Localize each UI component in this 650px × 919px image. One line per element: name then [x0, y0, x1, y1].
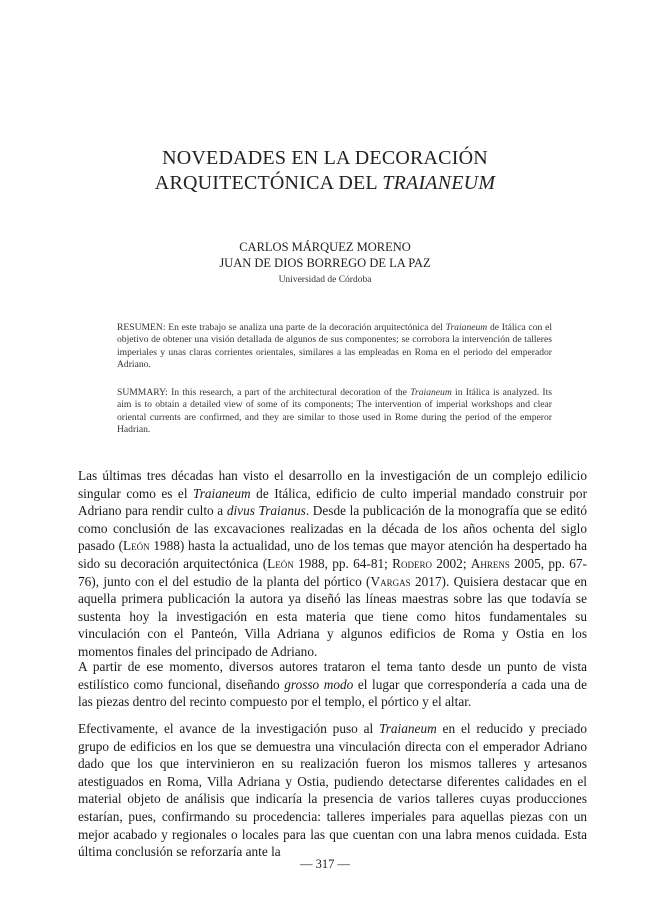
title-line-1: NOVEDADES EN LA DECORACIÓN	[162, 147, 488, 169]
author-1: CARLOS MÁRQUEZ MORENO	[239, 240, 411, 254]
abstract-es-label: RESUMEN:	[117, 322, 166, 333]
author-list	[0, 239, 650, 271]
affiliation: Universidad de Córdoba	[278, 275, 372, 285]
citation-author: Rodero	[392, 555, 432, 571]
body-paragraph-1: Las últimas tres décadas han visto el desarrollo en la investigación de un complejo edilicio singular como es el Traianeum de Itálica, edificio de culto imperial mandado construir por Adriano para rendir culto a divus Traianus. Desde la publicación de la monografía que se editó como conclusión de las excavaciones realizadas en la década de los años ochenta del siglo pasado (León 1988) hasta la actualidad, uno de los temas que mayor atención ha despertado ha sido su decoración arquitectónica (León 1988, pp. 64-81; Rodero 2002; Ahrens 2005, pp. 67-76), junto con el del estudio de la planta del pórtico (Vargas 2017). Quisiera destacar que en aquella primera publicación la autora ya diseñó las líneas maestras sobre las que todavía se sustenta hoy la investigación en esta materia que tiene como hitos fundamentales su vinculación con el Panteón, Villa Adriana y algunos edificios de Roma y Ostia en los momentos finales del principado de Adriano.	[78, 468, 587, 659]
body-paragraph-3: Efectivamente, el avance de la investigación puso al Traianeum en el reducido y preciado grupo de edificios en los que se demuestra una vinculación directa con el emperador Adriano dado que los que intervinieron en su realización fueron los mismos talleres y artesanos atestiguados en Roma, Villa Adriana y Ostia, pudiendo detectarse diferentes calidades en el material objeto de análisis que indicaría la presencia de varios talleres cuyas producciones estarían, pues, confirmando su procedencia: talleres imperiales para aquellas piezas con un mejor acabado y regionales o locales para las que cuentan con una labra menos cuidada. Esta última conclusión se reforzaría ante la	[78, 721, 587, 860]
title-line-2: ARQUITECTÓNICA DEL TRAIANEUM	[154, 172, 496, 194]
author-2: JUAN DE DIOS BORREGO DE LA PAZ	[219, 256, 431, 270]
citation-author: León	[267, 555, 294, 571]
abstract-spanish: RESUMEN: En este trabajo se analiza una parte de la decoración arquitectónica del Traianeum de Itálica con el objetivo de obtener una visión detallada de algunos de sus componentes; se corrobora la intervención de talleres imperiales y unas claras corrientes orientales, similares a las empleadas en Roma en el periodo del emperador Adriano.	[117, 322, 552, 370]
abstract-english: SUMMARY: In this research, a part of the architectural decoration of the Traianeum in Itálica is analyzed. Its aim is to obtain a detailed view of some of its components; The intervention of imperial workshops and clear oriental currents are confirmed, and they are similar to those used in Rome during the period of the emperor Hadrian.	[117, 387, 552, 435]
body-paragraph-2: A partir de ese momento, diversos autores trataron el tema tanto desde un punto de vista estilístico como funcional, diseñando grosso modo el lugar que correspondería a cada una de las piezas dentro del recinto compuesto por el templo, el pórtico y el altar.	[78, 659, 587, 710]
page-number: — 317 —	[300, 857, 350, 871]
citation-author: Ahrens	[470, 555, 510, 571]
article-title	[0, 146, 650, 196]
citation-author: Vargas	[370, 573, 411, 589]
abstract-en-label: SUMMARY:	[117, 387, 168, 398]
citation-author: León	[123, 538, 150, 554]
title-italic: TRAIANEUM	[382, 172, 496, 194]
